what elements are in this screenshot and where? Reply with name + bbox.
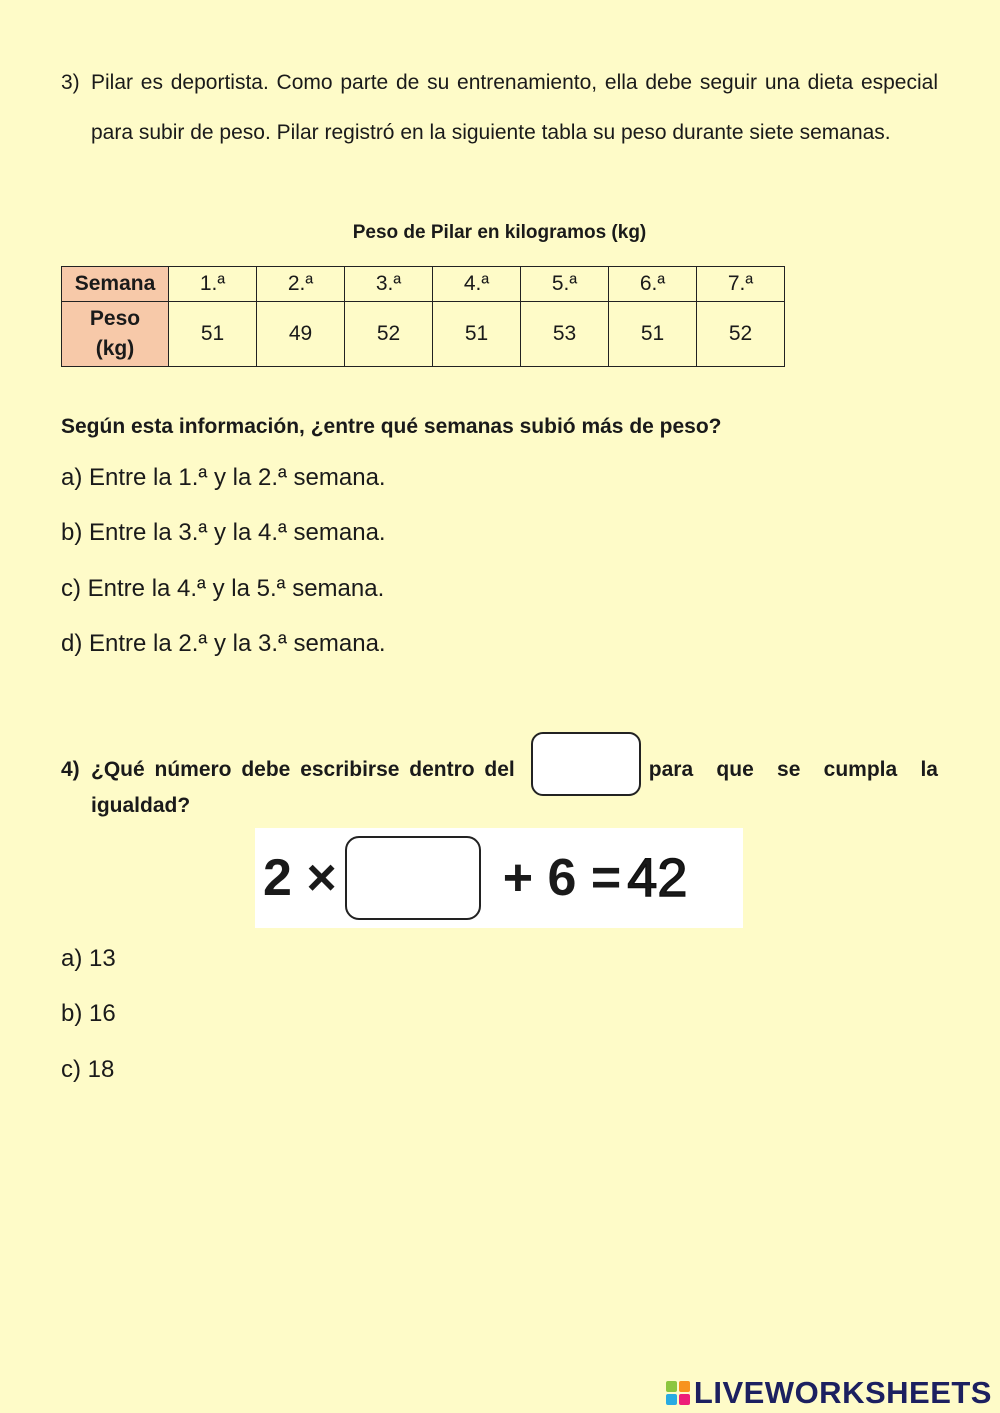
question-3-prompt: Según esta información, ¿entre qué semanas subió más de peso? (61, 415, 722, 438)
weight-cell: 51 (609, 302, 697, 367)
question-3-text (61, 58, 938, 157)
weeks-row (62, 267, 785, 302)
row-header-peso-line2: (kg) (95, 337, 135, 360)
equation-left: 2 × (263, 849, 337, 907)
q3-option-a: a) Entre la 1.ª y la 2.ª semana. (61, 464, 386, 491)
week-cell: 5.ª (521, 267, 609, 302)
brand-name: LIVEWORKSHEETS (693, 1375, 992, 1410)
weight-cell: 49 (257, 302, 345, 367)
week-cell: 2.ª (257, 267, 345, 302)
q4-option-a: a) 13 (61, 945, 116, 972)
liveworksheets-logo (666, 1375, 992, 1411)
question-3-number: 3) (61, 71, 80, 94)
q3-option-b: b) Entre la 3.ª y la 4.ª semana. (61, 519, 386, 546)
row-header-semana: Semana (62, 267, 169, 302)
q3-option-c: c) Entre la 4.ª y la 5.ª semana. (61, 575, 385, 602)
row-header-peso-line1: Peso (89, 307, 141, 330)
liveworksheets-logo-icon (666, 1381, 690, 1405)
question-4-number: 4) (61, 758, 80, 781)
week-cell: 3.ª (345, 267, 433, 302)
q4-option-c: c) 18 (61, 1056, 115, 1083)
question-4-text-line2: igualdad? (91, 794, 191, 817)
equation-blank-box (345, 836, 481, 920)
table-caption: Peso de Pilar en kilogramos (kg) (352, 222, 647, 243)
equation-result: 42 (627, 848, 688, 908)
weights-row (62, 302, 785, 367)
q3-option-d: d) Entre la 2.ª y la 3.ª semana. (61, 630, 386, 657)
weight-cell: 52 (697, 302, 785, 367)
question-4-text-after: para que se cumpla la (648, 758, 938, 781)
question-4-text (61, 744, 938, 824)
weight-cell: 53 (521, 302, 609, 367)
row-header-peso (62, 302, 169, 367)
weight-table (61, 266, 785, 367)
q4-option-b: b) 16 (61, 1000, 116, 1027)
week-cell: 7.ª (697, 267, 785, 302)
answer-box-icon (531, 732, 641, 796)
question-4-text-before: ¿Qué número debe escribirse dentro del (91, 758, 515, 781)
weight-cell: 51 (169, 302, 257, 367)
week-cell: 6.ª (609, 267, 697, 302)
question-3-body: Pilar es deportista. Como parte de su entrenamiento, ella debe seguir una dieta especial para subir de peso. Pilar registró en la siguiente tabla su peso durante siete semanas. (91, 71, 938, 144)
weight-cell: 51 (433, 302, 521, 367)
equation-middle: + 6 = (502, 849, 622, 907)
week-cell: 4.ª (433, 267, 521, 302)
equation-image (255, 828, 743, 928)
week-cell: 1.ª (169, 267, 257, 302)
weight-cell: 52 (345, 302, 433, 367)
